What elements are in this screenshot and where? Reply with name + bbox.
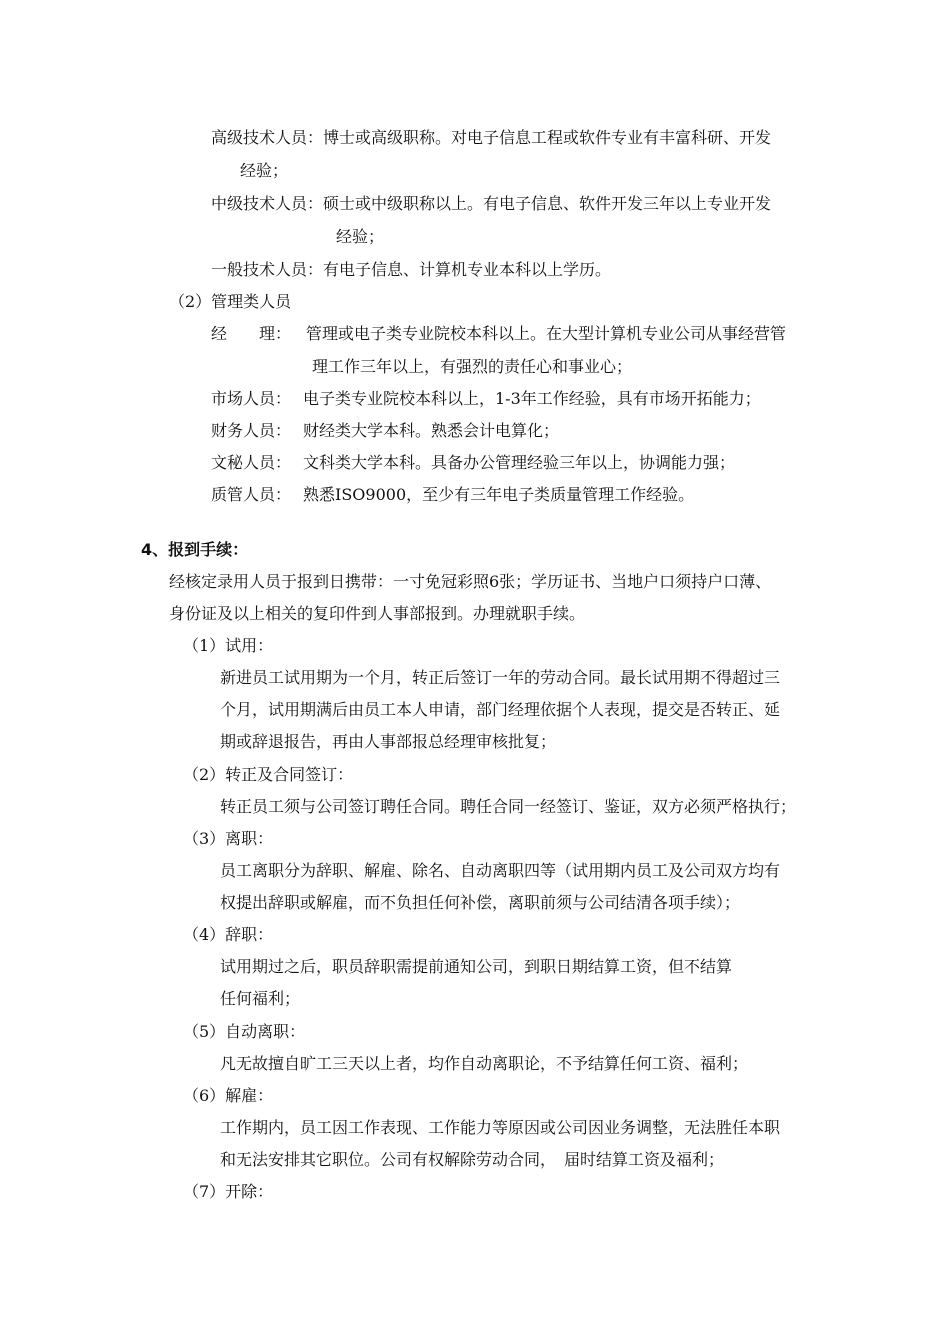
quality-label: 质管人员： [211, 485, 292, 504]
senior-tech-cont: 经验； [240, 161, 289, 180]
item-4-heading: （4）辞职： [183, 925, 274, 944]
management-heading: （2）管理类人员 [169, 292, 292, 311]
marketing-label: 市场人员： [211, 389, 292, 408]
section-4-intro-2: 身份证及以上相关的复印件到人事部报到。办理就职手续。 [169, 604, 586, 623]
section-4-intro-1: 经核定录用人员于报到日携带：一寸免冠彩照6张；学历证书、当地户口须持户口薄、 [169, 572, 772, 591]
secretary-label: 文秘人员： [211, 453, 292, 472]
item-4-line-2: 任何福利； [220, 989, 301, 1008]
finance-text: 财经类大学本科。熟悉会计电算化； [303, 421, 560, 440]
item-7-heading: （7）开除： [183, 1182, 274, 1201]
secretary-line [211, 453, 735, 473]
manager-cont: 理工作三年以上，有强烈的责任心和事业心； [312, 357, 633, 376]
middle-tech-cont: 经验； [336, 227, 385, 246]
senior-tech-text: 博士或高级职称。对电子信息工程或软件专业有丰富科研、开发 [323, 128, 772, 147]
finance-line [211, 421, 559, 441]
marketing-line [211, 389, 761, 409]
manager-line [211, 324, 786, 344]
middle-tech-text: 硕士或中级职称以上。有电子信息、软件开发三年以上专业开发 [323, 194, 772, 213]
senior-tech-label: 高级技术人员： [211, 128, 324, 147]
general-tech-line [211, 260, 611, 280]
senior-tech-line [211, 128, 771, 148]
general-tech-text: 有电子信息、计算机专业本科以上学历。 [323, 260, 612, 279]
item-2-line-1: 转正员工须与公司签订聘任合同。聘任合同一经签订、鉴证，双方必须严格执行； [220, 797, 797, 816]
item-2-heading: （2）转正及合同签订： [183, 765, 354, 784]
item-1-line-3: 期或辞退报告，再由人事部报总经理审核批复； [220, 732, 557, 751]
marketing-text: 电子类专业院校本科以上，1-3年工作经验，具有市场开拓能力； [303, 389, 761, 408]
item-6-line-1: 工作期内，员工因工作表现、工作能力等原因或公司因业务调整，无法胜任本职 [220, 1118, 781, 1137]
item-1-heading: （1）试用： [183, 636, 274, 655]
middle-tech-line [211, 194, 771, 214]
quality-text: 熟悉ISO9000，至少有三年电子类质量管理工作经验。 [303, 485, 695, 504]
item-3-line-2: 权提出辞职或解雇，而不负担任何补偿，离职前须与公司结清各项手续）； [220, 893, 741, 912]
item-6-heading: （6）解雇： [183, 1086, 274, 1105]
item-6-line-2: 和无法安排其它职位。公司有权解除劳动合同， 届时结算工资及福利； [220, 1150, 725, 1169]
item-4-line-1: 试用期过之后，职员辞职需提前通知公司，到职日期结算工资，但不结算 [220, 957, 733, 976]
general-tech-label: 一般技术人员： [211, 260, 324, 279]
middle-tech-label: 中级技术人员： [211, 194, 324, 213]
item-5-heading: （5）自动离职： [183, 1022, 306, 1041]
secretary-text: 文科类大学本科。具备办公管理经验三年以上，协调能力强； [303, 453, 736, 472]
item-1-line-1: 新进员工试用期为一个月，转正后签订一年的劳动合同。最长试用期不得超过三 [220, 668, 781, 687]
item-3-heading: （3）离职： [183, 829, 274, 848]
section-4-title: 4、报到手续： [141, 540, 249, 559]
manager-label: 经 理： [211, 324, 292, 343]
finance-label: 财务人员： [211, 421, 292, 440]
item-5-line-1: 凡无故擅自旷工三天以上者，均作自动离职论，不予结算任何工资、福利； [220, 1054, 749, 1073]
manager-text: 管理或电子类专业院校本科以上。在大型计算机专业公司从事经营管 [306, 324, 787, 343]
item-1-line-2: 个月，试用期满后由员工本人申请，部门经理依据个人表现，提交是否转正、延 [220, 700, 781, 719]
item-3-line-1: 员工离职分为辞职、解雇、除名、自动离职四等（试用期内员工及公司双方均有 [220, 861, 781, 880]
quality-line [211, 485, 694, 505]
